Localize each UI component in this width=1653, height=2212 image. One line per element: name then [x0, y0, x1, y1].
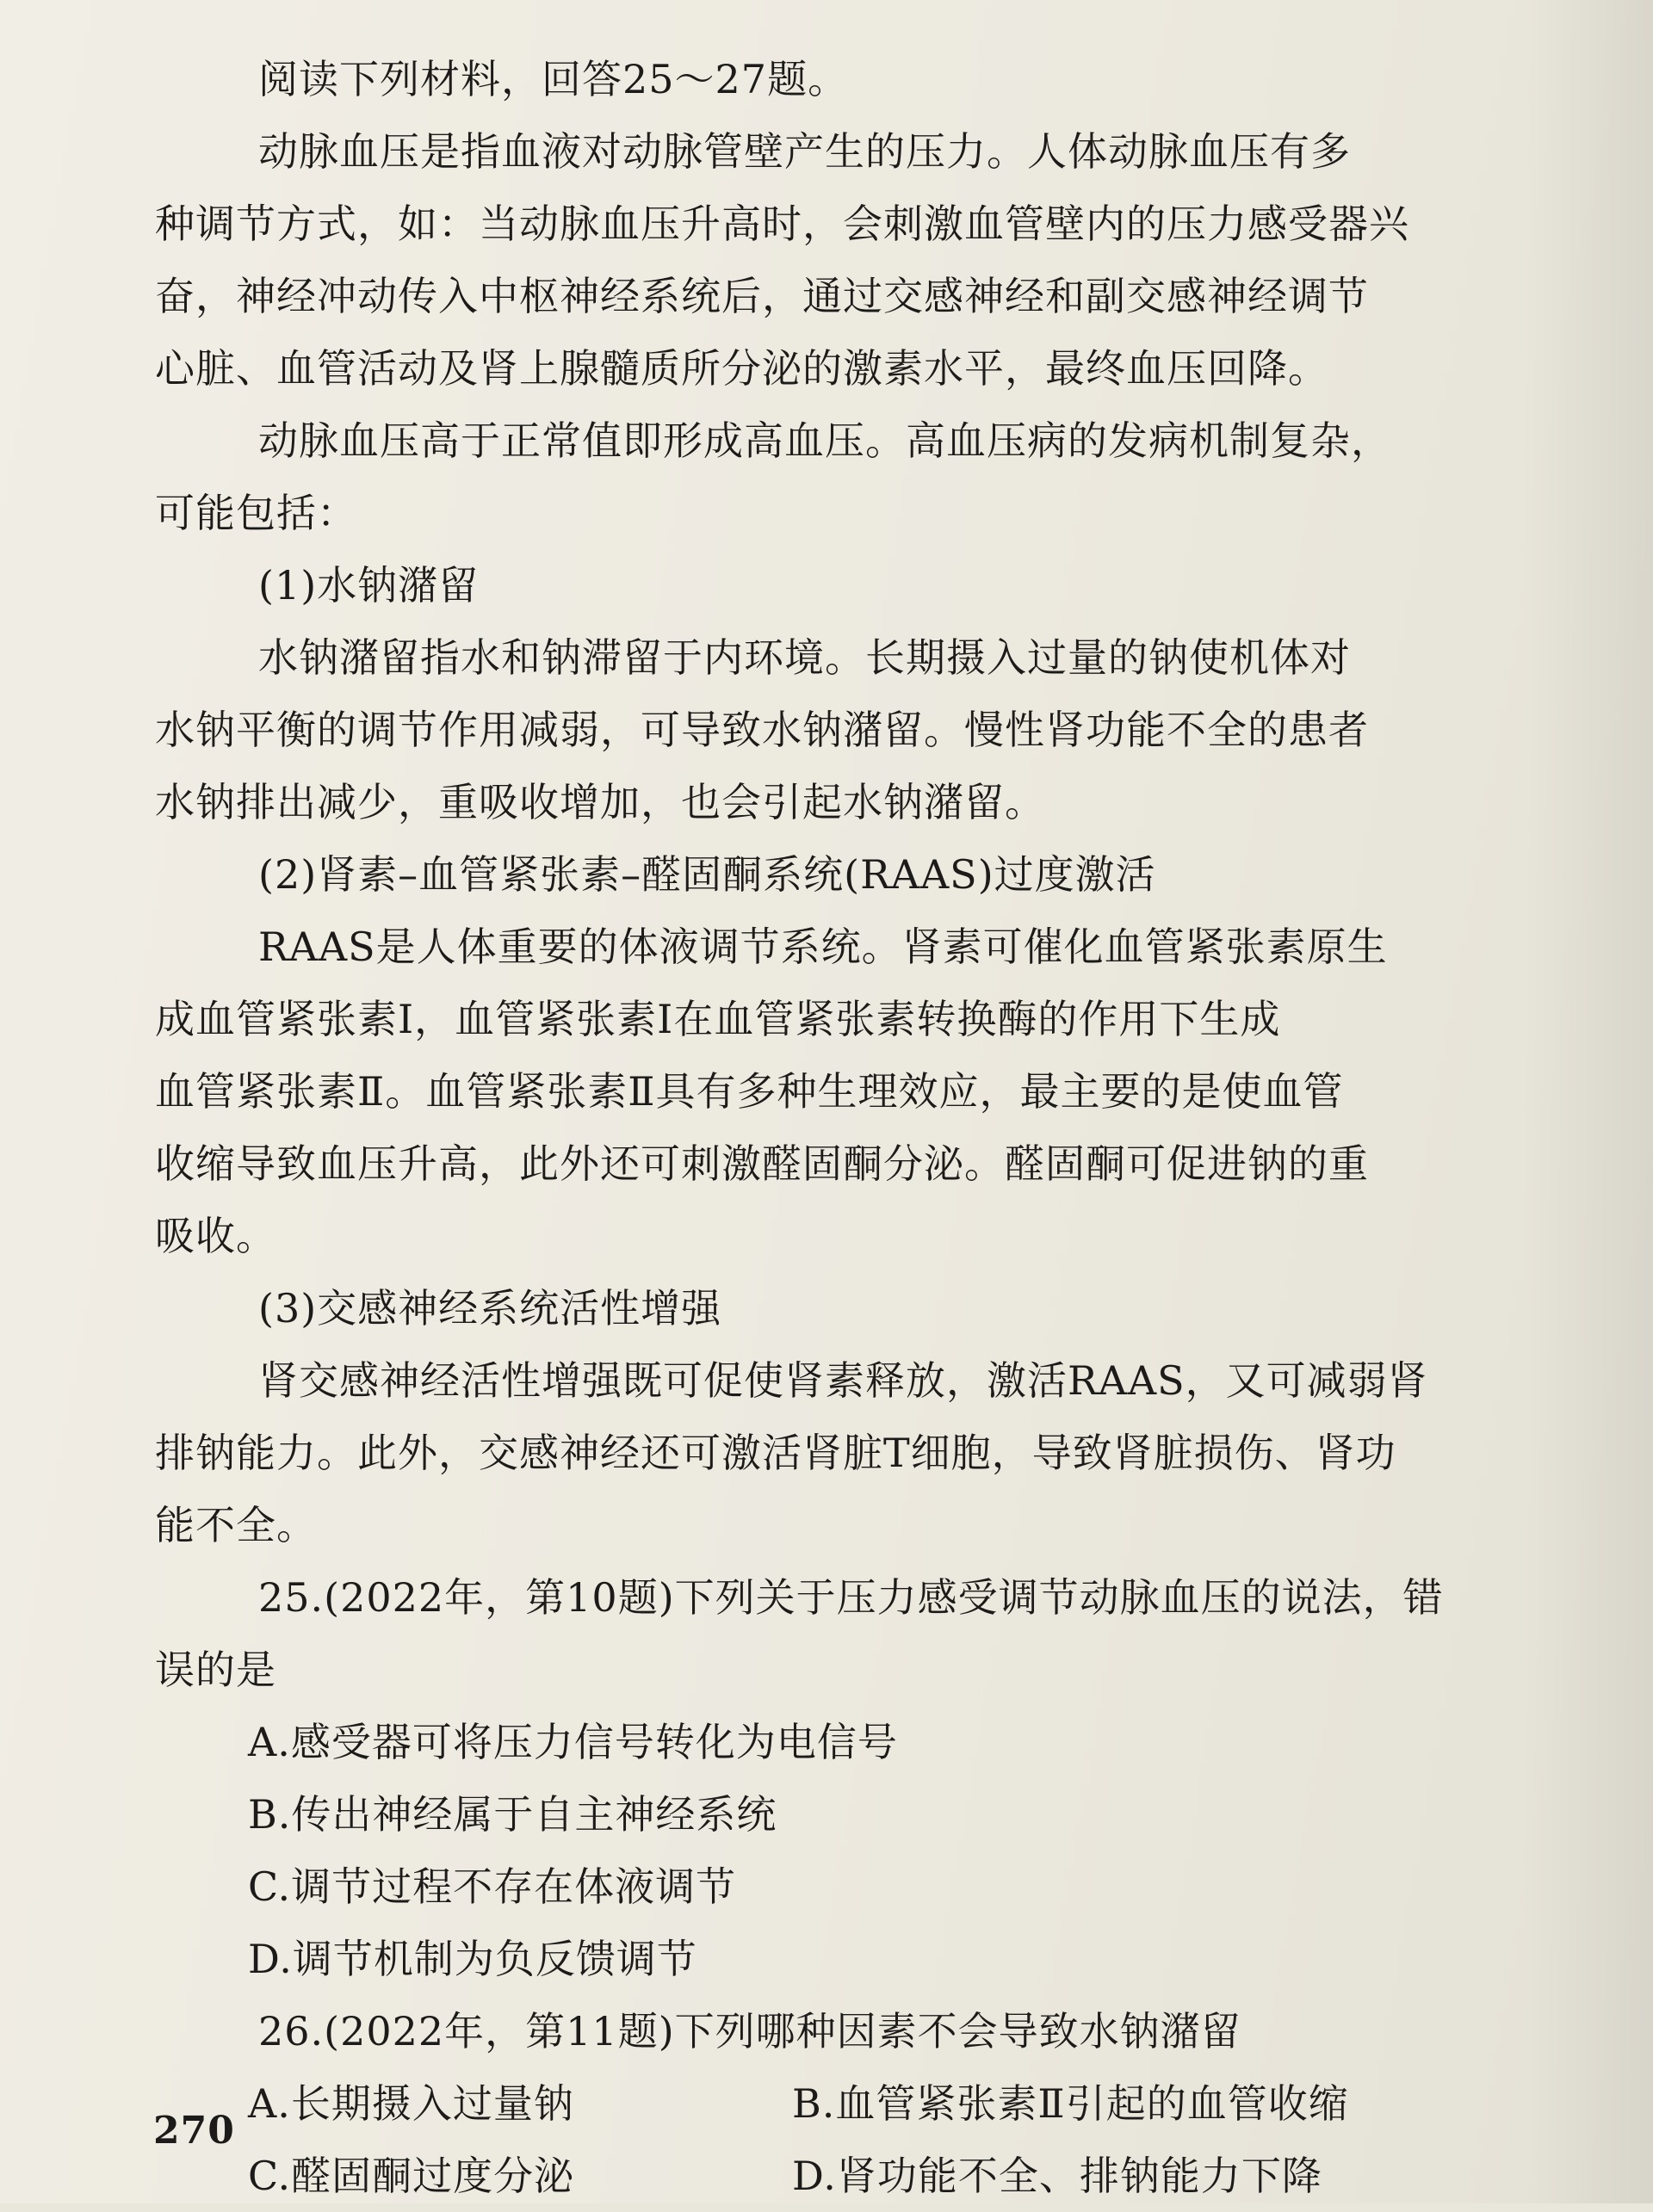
text-line: 血管紧张素Ⅱ。血管紧张素Ⅱ具有多种生理效应，最主要的是使血管 [155, 1068, 1344, 1115]
section-heading-sympathetic: (3)交感神经系统活性增强 [258, 1285, 722, 1332]
paragraph-raas [155, 911, 1541, 1272]
question-stem: 26.(2022年，第11题)下列哪种因素不会导致水钠潴留 [258, 2008, 1241, 2054]
text-line: 动脉血压是指血液对动脉管壁产生的压力。人体动脉血压有多 [258, 128, 1351, 175]
paragraph-water-sodium [155, 621, 1541, 838]
option-c: C.调节过程不存在体液调节 [248, 1863, 737, 1910]
page-edge-shadow [1524, 0, 1653, 2203]
paragraph-sympathetic [155, 1344, 1541, 1561]
option-row [155, 2067, 1541, 2140]
page-content [155, 43, 1541, 2212]
section-heading-water-sodium: (1)水钠潴留 [258, 562, 480, 609]
question-stem: 25.(2022年，第10题)下列关于压力感受调节动脉血压的说法，错 [258, 1574, 1444, 1621]
text-line: 收缩导致血压升高，此外还可刺激醛固酮分泌。醛固酮可促进钠的重 [155, 1140, 1369, 1187]
text-line: 种调节方式，如：当动脉血压升高时，会刺激血管壁内的压力感受器兴 [155, 201, 1409, 247]
paragraph-hypertension [155, 405, 1541, 549]
option-d: D.肾功能不全、排钠能力下降 [792, 2153, 1322, 2199]
option-row [155, 2140, 1541, 2212]
option-d: D.调节机制为负反馈调节 [248, 1936, 697, 1982]
text-line: 水钠排出减少，重吸收增加，也会引起水钠潴留。 [155, 779, 1045, 825]
text-line: 动脉血压高于正常值即形成高血压。高血压病的发病机制复杂， [258, 417, 1391, 464]
option-a: A.长期摄入过量钠 [248, 2080, 574, 2127]
question-26 [155, 1995, 1541, 2212]
text-line: 可能包括： [155, 490, 357, 536]
text-line: RAAS是人体重要的体液调节系统。肾素可催化血管紧张素原生 [258, 924, 1388, 970]
option-a: A.感受器可将压力信号转化为电信号 [248, 1719, 898, 1765]
text-line: 成血管紧张素Ⅰ，血管紧张素Ⅰ在血管紧张素转换酶的作用下生成 [155, 996, 1281, 1042]
paragraph-arterial-pressure [155, 115, 1541, 405]
question-25 [155, 1561, 1541, 1995]
option-c: C.醛固酮过度分泌 [248, 2153, 575, 2199]
text-line: 肾交感神经活性增强既可促使肾素释放，激活RAAS，又可减弱肾 [258, 1357, 1428, 1404]
text-line: 水钠平衡的调节作用减弱，可导致水钠潴留。慢性肾功能不全的患者 [155, 707, 1369, 753]
section-heading-raas: (2)肾素–血管紧张素–醛固酮系统(RAAS)过度激活 [258, 851, 1156, 898]
text-line: 吸收。 [155, 1213, 276, 1259]
text-line: 心脏、血管活动及肾上腺髓质所分泌的激素水平，最终血压回降。 [155, 345, 1328, 392]
option-b: B.传出神经属于自主神经系统 [248, 1791, 777, 1838]
text-line: 奋，神经冲动传入中枢神经系统后，通过交感神经和副交感神经调节 [155, 273, 1369, 319]
text-line: 排钠能力。此外，交感神经还可激活肾脏T细胞，导致肾脏损伤、肾功 [155, 1430, 1396, 1476]
option-b: B.血管紧张素Ⅱ引起的血管收缩 [792, 2080, 1349, 2127]
text-line: 能不全。 [155, 1502, 317, 1548]
question-stem: 误的是 [155, 1647, 276, 1693]
text-line: 水钠潴留指水和钠滞留于内环境。长期摄入过量的钠使机体对 [258, 634, 1351, 681]
reading-intro: 阅读下列材料，回答25～27题。 [258, 56, 849, 102]
page-number: 270 [153, 2109, 235, 2153]
